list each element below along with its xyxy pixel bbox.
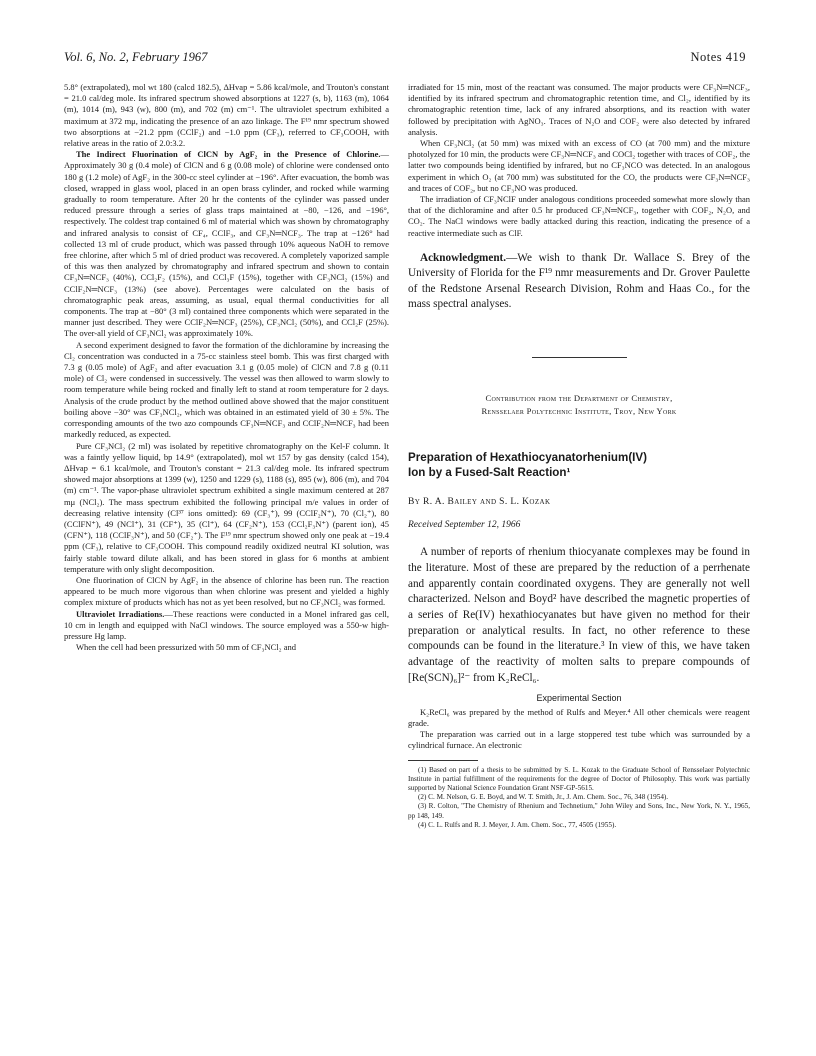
contribution-affiliation: [408, 392, 750, 418]
paragraph-body: —These reactions were conducted in a Monel infrared gas cell, 10 cm in length and equipped with NaCl windows. The source employed was a 550-w high-pressure Hg lamp.: [64, 608, 389, 641]
right-column: [408, 82, 750, 830]
paragraph: [64, 149, 389, 339]
journal-citation: Vol. 6, No. 2, February 1967: [64, 50, 208, 64]
introduction-paragraph: A number of reports of rhenium thiocyanate complexes may be found in the literature. Most of these are prepared by the reduction of a perrhenate and apparently contain coordinated oxygens. They are generally not well characterized. Nelson and Boyd² have described the magnetic properties of a series of Re(IV) hexathiocyanates but have given no method for their preparation or analytical results. In fact, no other reference to these compounds can be found in the literature.³ In view of this, we have taken advantage of the reactivity of molten salts to prepare compounds of [Re(SCN)₆]²⁻ from K₂ReCl₆.: [408, 546, 750, 684]
footnote: (2) C. M. Nelson, G. E. Boyd, and W. T. Smith, Jr., J. Am. Chem. Soc., 76, 348 (1954).: [418, 793, 669, 802]
paragraph: One fluorination of ClCN by AgF₂ in the absence of chlorine has been run. The reaction appeared to be much more vigorous than when chlorine was present and yielded a highly complex mixture of products which has not as yet been resolved, but no CF₃NCl₂ was formed.: [64, 574, 389, 608]
footnotes: [408, 766, 750, 830]
paragraph: [64, 609, 389, 643]
left-column: [64, 82, 389, 653]
title-line: Preparation of Hexathiocyanatorhenium(IV): [408, 450, 648, 464]
paragraph: When CF₃NCl₂ (at 50 mm) was mixed with an excess of CO (at 700 mm) and the mixture photolyzed for 10 min, the products were CF₃N═NCF₃ and COCl₂ together with traces of COF₂, the latter two compounds being identified by infrared, but no CF₃NCO was detected. In an analogous experiment in which O₂ (at 700 mm) was substituted for the CO, the products were CF₃N═NCF₃ and traces of COF₂, but no CF₃NO was produced.: [408, 138, 750, 193]
footnote: (1) Based on part of a thesis to be submitted by S. L. Kozak to the Graduate School of Rensselaer Polytechnic Institute in partial fulfillment of the requirements for the degree of Doctor of Philosophy. This work was partially supported by National Science Foundation Grant NSF-GP-5615.: [408, 765, 750, 792]
footnote: (4) C. L. Rulfs and R. J. Meyer, J. Am. Chem. Soc., 77, 4505 (1955).: [418, 820, 617, 829]
contribution-line: Rensselaer Polytechnic Institute, Troy, New York: [481, 405, 677, 416]
authors: By R. A. Bailey and S. L. Kozak: [408, 496, 551, 507]
paragraph: When the cell had been pressurized with 50 mm of CF₃NCl₂ and: [76, 642, 297, 653]
footnote-divider: [408, 760, 478, 761]
footnote: (3) R. Colton, "The Chemistry of Rhenium and Technetium," John Wiley and Sons, Inc., New York, N. Y., 1965, pp 148, 149.: [408, 802, 750, 820]
acknowledgment: [408, 251, 750, 313]
title-line: Ion by a Fused-Salt Reaction¹: [408, 466, 571, 480]
acknowledgment-heading: Acknowledgment.: [420, 251, 507, 264]
article-title: [408, 450, 750, 481]
run-in-heading: The Indirect Fluorination of ClCN by AgF₂ in the Presence of Chlorine.: [76, 149, 381, 160]
page-header: [64, 50, 746, 68]
section-heading: Experimental Section: [536, 692, 622, 703]
paragraph: The irradiation of CF₃NClF under analogous conditions proceeded somewhat more slowly than that of the dichloramine and after 0.5 hr produced CF₃N═NCF₃, together with COF₂, N₂O, and CO₂. The NaCl windows were badly attacked during this reaction, indicating the presence of a reactive intermediate such as ClF.: [408, 194, 750, 238]
paragraph: Pure CF₃NCl₂ (2 ml) was isolated by repetitive chromatography on the Kel-F column. It was a faintly yellow liquid, bp 14.9° (extrapolated), mol wt 157 by gas density (calcd 154), ΔHvap = 6.1 kcal/mole, and Trouton's constant = 21.3 cal/deg mole. Its infrared spectrum showed major absorptions at 1399 (w), 1250 and 1229 (s), 1188 (s), 895 (w), 806 (m), and 704 (m) cm⁻¹. The vapor-phase ultraviolet spectrum exhibited a single maximum centered at 287 mμ (NCl₂). The mass spectrum exhibited the following principal m/e values in order of decreasing relative intensity (Cl³⁷ ions omitted): 69 (CF₃⁺), 99 (CClF₂N⁺), 70 (Cl₂⁺), 80 (CClFN⁺), 49 (NCl⁺), 31 (CF⁺), 35 (Cl⁺), 64 (CF₂N⁺), 153 (CCl₂F₃N⁺) (parent ion), 45 (CFN⁺), 118 (CClF₃N⁺), and 50 (CF₂⁺). The F¹⁹ nmr spectrum showed only one peak at −19.4 ppm (CF₃), relative to CF₃COOH. This compound readily oxidized neutral KI solution, was fairly stable toward dilute alkali, and has been stored in glass for 6 months at ambient temperature with only slight decomposition.: [64, 440, 389, 574]
paragraph: A second experiment designed to favor the formation of the dichloramine by increasing the Cl₂ concentration was conducted in a 75-cc stainless steel bomb. This was first charged with 7.3 g (0.05 mole) of AgF₂ and after evacuation 3.1 g (0.05 mole) of ClCN and 7.8 g (0.11 mole) of Cl₂ were condensed in successively. The vessel was then allowed to warm slowly to room temperature while being rocked and finally left to stand at room temperature for 2 days. Analysis of the crude product by the method outlined above showed that the major constituent boiling above −30° was CF₃NCl₂, which was obtained in an estimated yield of 30 ± 5%. The corresponding amounts of the two azo compounds CF₃N═NCF₃ and CClF₂N═NCF₃ had been markedly reduced, as expected.: [64, 339, 389, 440]
paragraph: K₂ReCl₆ was prepared by the method of Rulfs and Meyer.⁴ All other chemicals were reagent grade.: [408, 706, 750, 728]
section-page-number: Notes 419: [690, 50, 746, 64]
received-date: Received September 12, 1966: [408, 520, 521, 531]
acknowledgment-body: —We wish to thank Dr. Wallace S. Brey of the University of Florida for the F¹⁹ nmr measurements and Dr. Grover Paulette of the Redstone Arsenal Research Division, Rohm and Haas Co., for the mass spectral analyses.: [408, 251, 750, 311]
paragraph: 5.8° (extrapolated), mol wt 180 (calcd 182.5), ΔHvap = 5.86 kcal/mole, and Trouton's constant = 21.0 cal/deg mole. Its infrared spectrum showed absorptions at 1227 (s, b), 1163 (m), 1064 (m), 1014 (m), 943 (w), 800 (m), and 702 (m) cm⁻¹. The ultraviolet spectrum exhibited a maximum at 372 mμ, indicating the presence of an azo linkage. The F¹⁹ nmr spectrum showed two absorptions at −21.2 ppm (CClF₂) and −1.0 ppm (CF₃), referred to CF₃COOH, with relative areas in the ratio of 2.0:3.2.: [64, 82, 389, 149]
paragraph: The preparation was carried out in a large stoppered test tube which was surrounded by a cylindrical furnace. An electronic: [408, 729, 750, 751]
run-in-heading: Ultraviolet Irradiations.: [76, 608, 165, 619]
contribution-line: Contribution from the Department of Chemistry,: [485, 392, 673, 403]
paragraph: irradiated for 15 min, most of the reactant was consumed. The major products were CF₃N═NCF₃, identified by its infrared spectrum and chromatographic retention time, and Cl₂, identified by its chromatographic retention time, lack of any infrared absorptions, and its reaction with water followed by precipitation with AgNO₃. Traces of N₂O and COF₂ were also detected by infrared analysis.: [408, 82, 750, 137]
section-divider: [532, 357, 627, 358]
paragraph-body: —Approximately 30 g (0.4 mole) of ClCN and 6 g (0.08 mole) of chlorine were condensed onto 180 g (1.2 mole) of AgF₂ in the 300-cc steel cylinder at −196°. After evacuation, the bomb was closed, wrapped in glass wool, placed in an open brass cylinder, and rocked while warming gradually to room temperature. After 20 hr the contents of the cylinder was passed under reduced pressure through a series of glass traps maintained at −80, −126, and −196°, respectively. The coldest trap contained 6 ml of material which was shown by chromatography and infrared analysis to consist of CF₄, CClF₃, and CF₃N═NCF₃. The trap at −126° had collected 13 ml of crude product, which was passed through 10% aqueous NaOH to remove free chlorine, after which 5 ml of dried product was recovered. A completely vaporized sample of this was then analyzed by chromatography and infrared spectrum and shown to contain CF₃N═NCF₃ (40%), CCl₂F₂ (15%), and CCl₃F (15%), together with CF₃NCl₂ (15%) and CClF₂N═NCF₃ (13%) (see above). Percentages were calculated on the basis of chromatographic peak areas, assuming, as usual, equal thermal conductivities for all components. The trap at −80° (3 ml) contained three components which were separated in the manner just described. They were CClF₂N═NCF₃ (25%), CF₃NCl₂ (50%), and CCl₂F (25%). The over-all yield of CF₃NCl₂ was approximately 10%.: [64, 149, 389, 339]
